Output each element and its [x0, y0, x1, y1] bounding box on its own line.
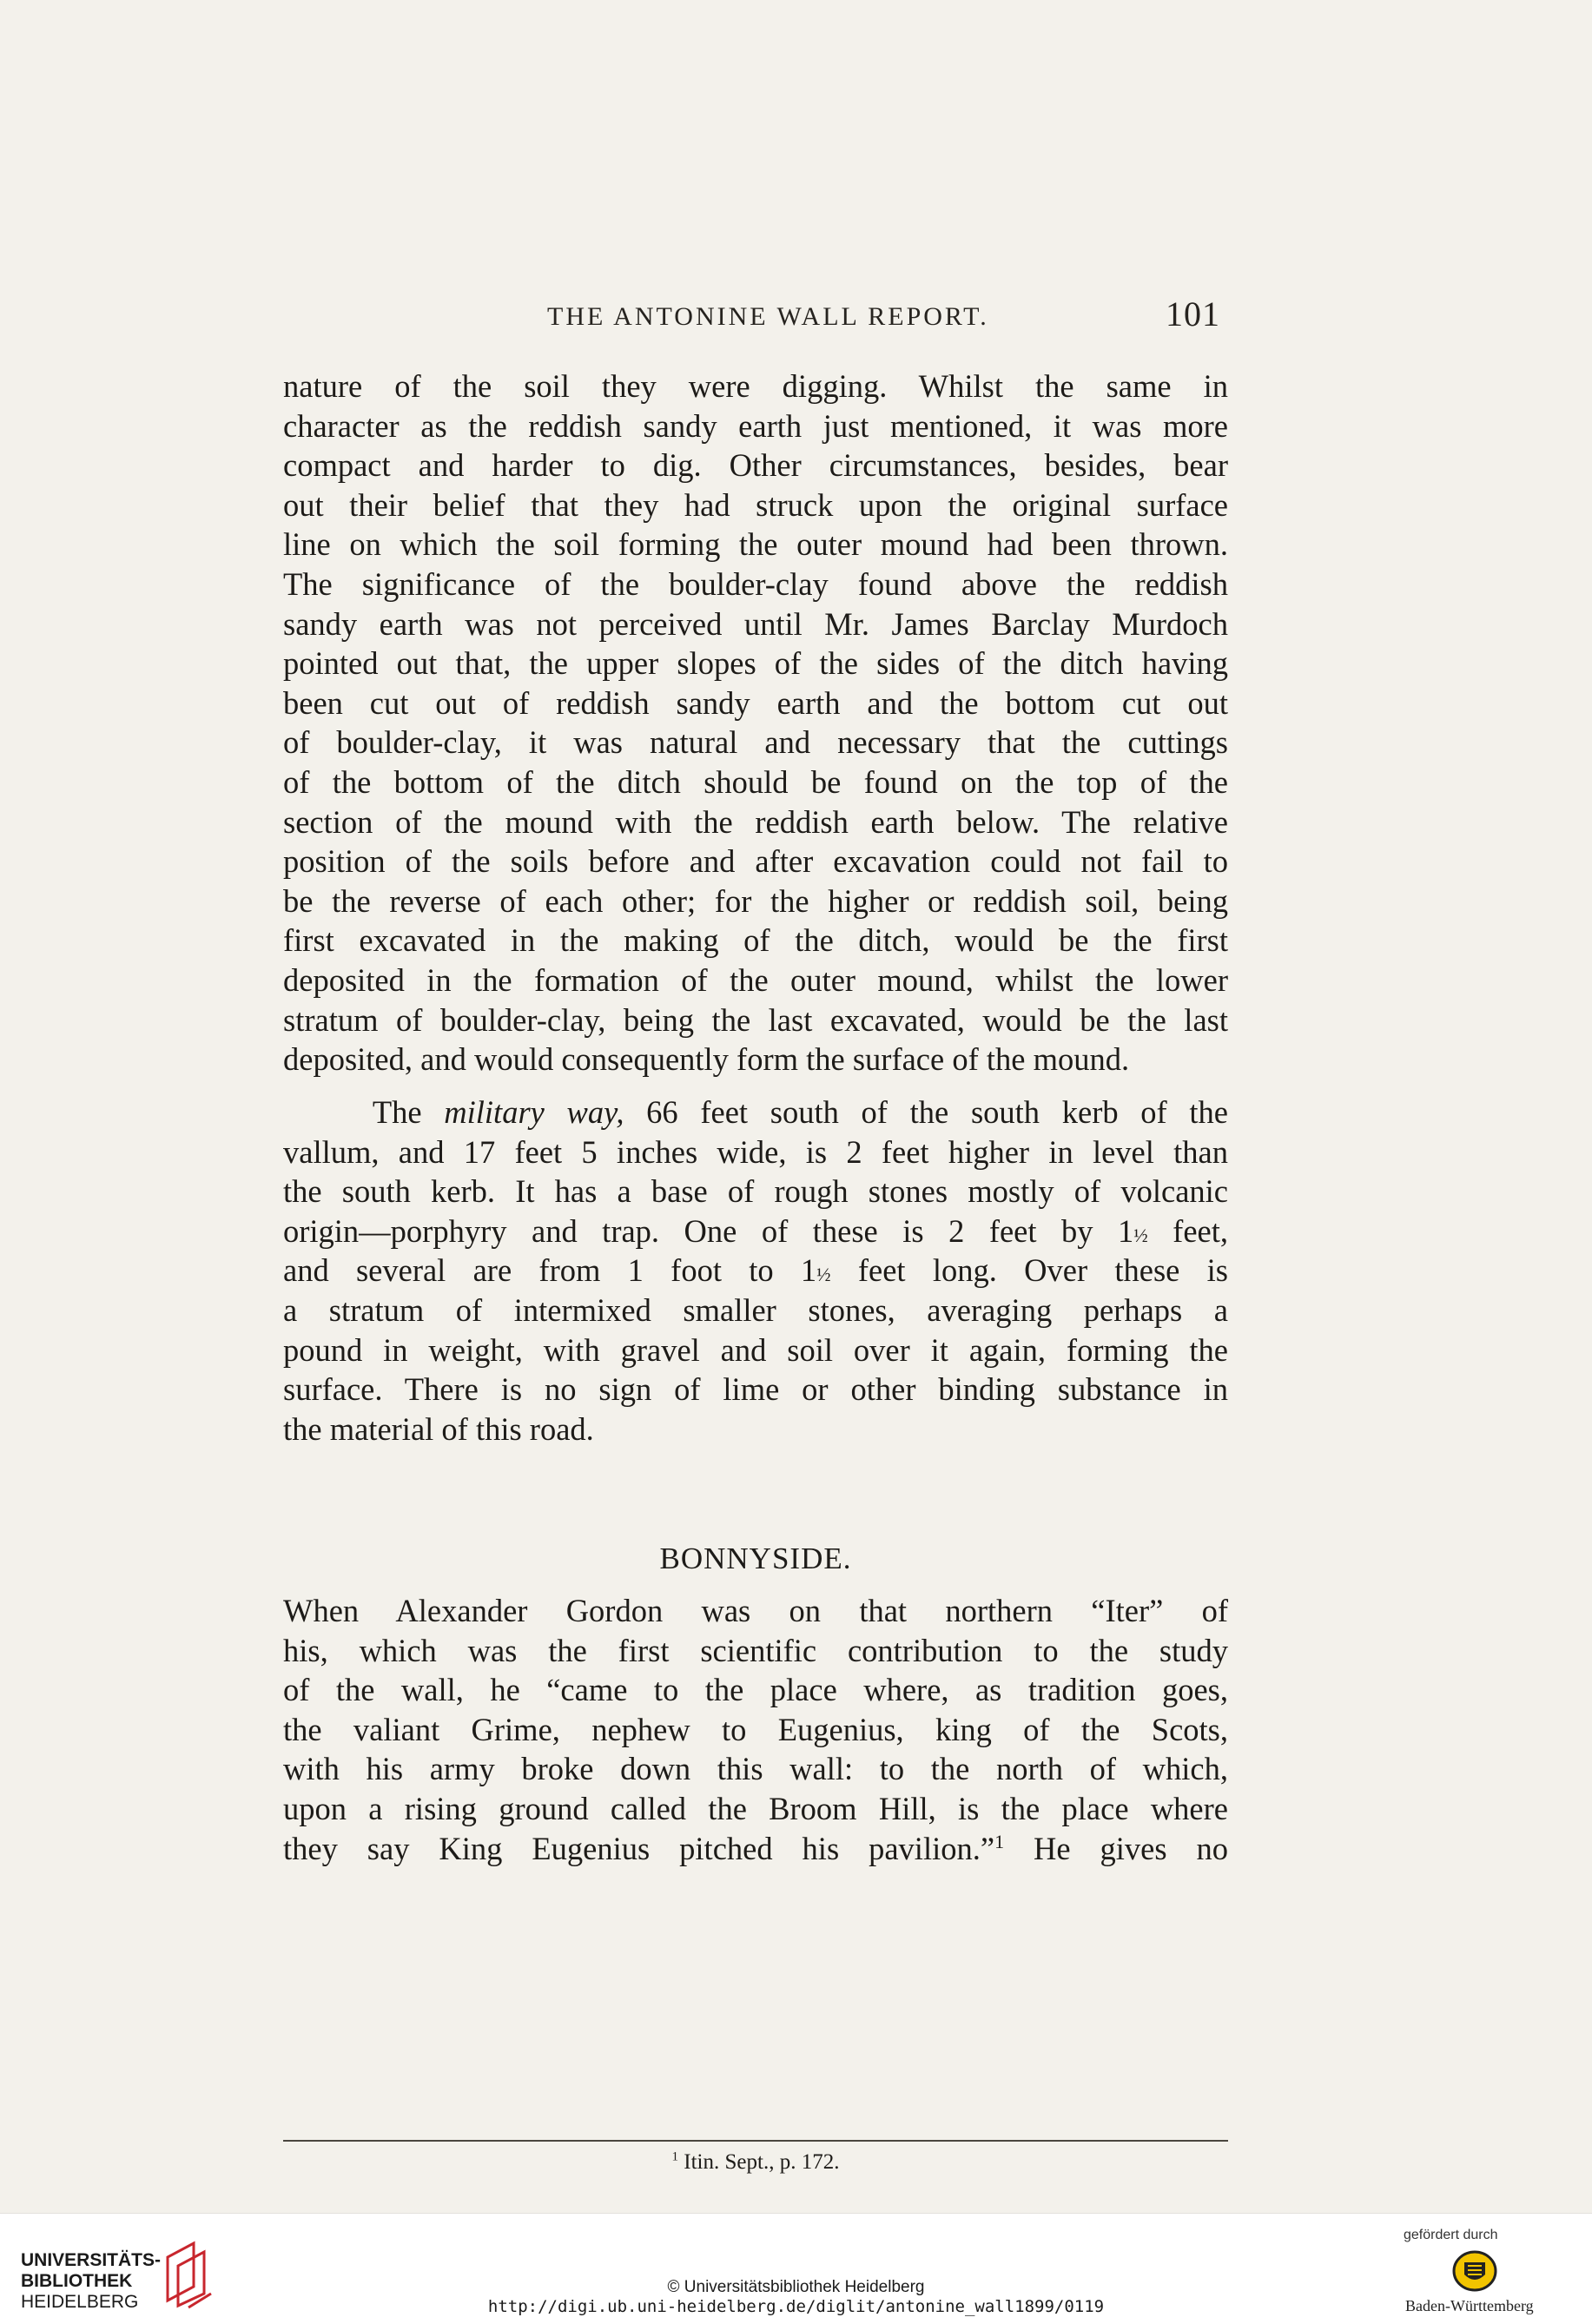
text-line: pound in weight, with gravel and soil over it again, forming the [283, 1331, 1228, 1368]
text-line: of boulder-clay, it was natural and necessary that the cuttings [283, 724, 1228, 761]
text-line: and several are from 1 foot to 1½ feet long. Over these is [283, 1252, 1228, 1289]
fraction: ½ [1133, 1224, 1148, 1246]
italic-term: military way, [444, 1094, 624, 1130]
text-line: The significance of the boulder-clay found above the reddish [283, 565, 1228, 602]
text-line: When Alexander Gordon was on that northern “Iter” of [283, 1593, 1228, 1628]
text-line: nature of the soil they were digging. Whilst the same in [283, 368, 1228, 404]
text-line: sandy earth was not perceived until Mr. James Barclay Murdoch [283, 605, 1228, 642]
copyright-notice: © Universitätsbibliothek Heidelberg http://digi.ub.uni-heidelberg.de/diglit/antonine_wall1899/0119 [0, 2278, 1592, 2316]
footer-bar [0, 2213, 1592, 2324]
coat-of-arms-icon [1452, 2248, 1497, 2294]
sponsor-name: Baden-Württemberg [1405, 2297, 1534, 2314]
text-line: be the reverse of each other; for the higher or reddish soil, being [283, 882, 1228, 919]
text-line: vallum, and 17 feet 5 inches wide, is 2 feet higher in level than [283, 1133, 1228, 1170]
text-line: deposited, and would consequently form the surface of the mound. [283, 1041, 1130, 1078]
text-line: with his army broke down this wall: to the north of which, [283, 1751, 1228, 1787]
fraction: ½ [816, 1264, 831, 1286]
running-title: THE ANTONINE WALL REPORT. [547, 302, 989, 331]
footnote-text: Itin. Sept., p. 172. [678, 2150, 840, 2174]
section-heading: BONNYSIDE. [659, 1542, 852, 1575]
text-line: first excavated in the making of the ditch, would be the first [283, 922, 1228, 959]
text-line: of the wall, he “came to the place where, as tradition goes, [283, 1672, 1228, 1708]
text-line: stratum of boulder-clay, being the last excavated, would be the last [283, 1001, 1228, 1038]
text-line: surface. There is no sign of lime or other binding substance in [283, 1371, 1228, 1408]
text-line: his, which was the first scientific contribution to the study [283, 1632, 1228, 1668]
text-line: section of the mound with the reddish earth below. The relative [283, 803, 1228, 840]
text-line: character as the reddish sandy earth just mentioned, it was more [283, 407, 1228, 444]
sponsor-label: gefördert durch [1404, 2228, 1498, 2242]
text-line: compact and harder to dig. Other circumstances, besides, bear [283, 447, 1228, 484]
text-line: been cut out of reddish sandy earth and the bottom cut out [283, 684, 1228, 721]
text-line: the south kerb. It has a base of rough stones mostly of volcanic [283, 1173, 1228, 1210]
text-line: position of the soils before and after excavation could not fail to [283, 843, 1228, 880]
text-line: the material of this road. [283, 1410, 594, 1447]
paragraph-1 [283, 366, 1228, 1079]
footnote-ref: 1 [994, 1830, 1005, 1852]
text-line: a stratum of intermixed smaller stones, averaging perhaps a [283, 1291, 1228, 1328]
paragraph-3 [283, 1591, 1228, 1868]
footnote-mark: 1 [671, 2149, 679, 2164]
text-line: they say King Eugenius pitched his pavilion.”$^1$ He gives no [283, 1830, 1228, 1866]
footnote [283, 2150, 1228, 2175]
text-line: of the bottom of the ditch should be found on the top of the [283, 763, 1228, 800]
page-number: 101 [1166, 294, 1220, 333]
text-line: deposited in the formation of the outer mound, whilst the lower [283, 961, 1228, 998]
text-line: line on which the soil forming the outer mound had been thrown. [283, 526, 1228, 563]
text-line: out their belief that they had struck upon the original surface [283, 486, 1228, 523]
text-line: origin—porphyry and trap. One of these is 2 feet by 1½ feet, [283, 1212, 1228, 1249]
text-line: upon a rising ground called the Broom Hill, is the place where [283, 1790, 1228, 1826]
text-line: The military way, 66 feet south of the south kerb of the [372, 1094, 1229, 1130]
text-line: the valiant Grime, nephew to Eugenius, king of the Scots, [283, 1711, 1228, 1747]
footnote-divider [283, 2140, 1228, 2142]
paragraph-2 [283, 1093, 1228, 1449]
library-logo-text: UNIVERSITÄTS- BIBLIOTHEK HEIDELBERG [21, 2250, 162, 2312]
text-line: pointed out that, the upper slopes of the sides of the ditch having [283, 645, 1228, 682]
source-link[interactable]: http://digi.ub.uni-heidelberg.de/diglit/antonine_wall1899/0119 [487, 2297, 1105, 2316]
